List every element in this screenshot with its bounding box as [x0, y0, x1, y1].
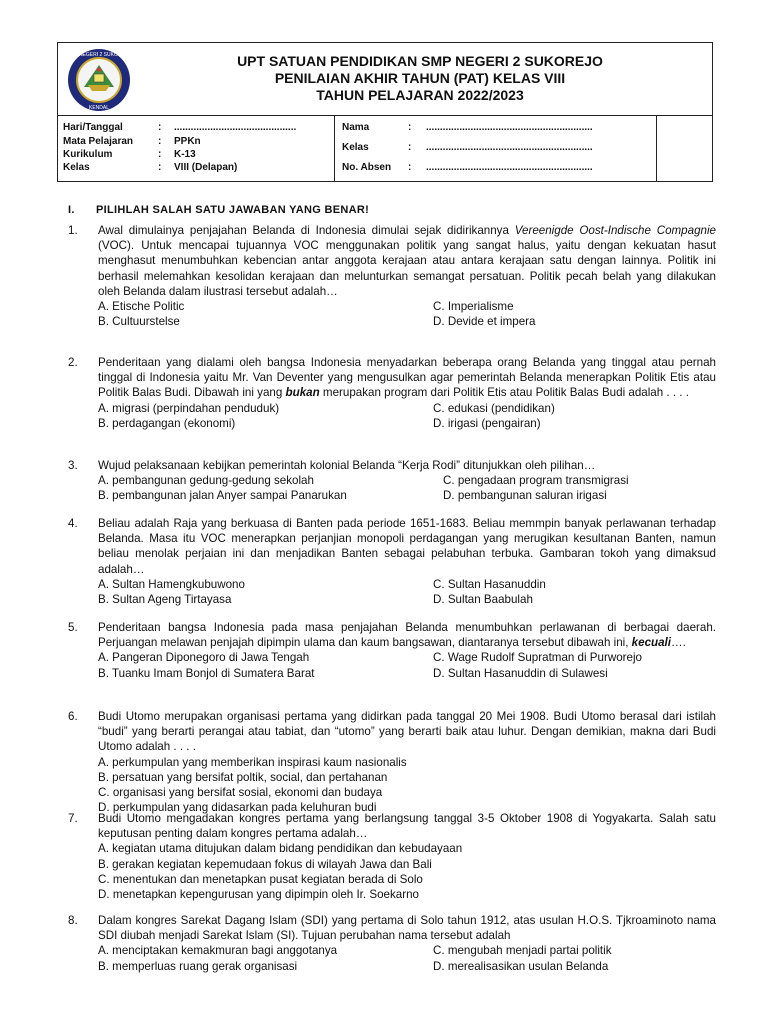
options	[98, 473, 716, 503]
question-5: 5. Penderitaan bangsa Indonesia pada masa penjajahan Belanda menumbuhkan perlawanan di berbagai daerah. Perjuangan melawan penjajah dipimpin ulama dan kaum bangsawan, diantaranya tersebut dibawah ini, kecuali…. A. Pangeran Diponegoro di Jawa Tengah C. Wage Rudolf Supratman di Purworejo B. Tuanku Imam Bonjol di Sumatera Barat D. Sultan Hasanuddin di Sulawesi	[68, 620, 716, 681]
option-d[interactable]: D. Devide et impera	[433, 315, 536, 329]
option-a[interactable]: A. pembangunan gedung-gedung sekolah	[98, 474, 314, 488]
option-c[interactable]: C. Wage Rudolf Supratman di Purworejo	[433, 651, 642, 665]
option-a[interactable]: A. Pangeran Diponegoro di Jawa Tengah	[98, 651, 310, 665]
school-logo	[66, 47, 132, 113]
option-d[interactable]: D. Sultan Baabulah	[433, 593, 533, 607]
info-no-absen[interactable]: No. Absen : ............................................................	[342, 162, 593, 173]
question-3: 3. Wujud pelaksanaan kebijkan pemerintah kolonial Belanda “Kerja Rodi” ditunjukkan oleh pilihan… A. pembangunan gedung-gedung sekolah C. pengadaan program transmigrasi B. pembangunan jalan Anyer sampai Panarukan D. pembangunan saluran irigasi	[68, 458, 716, 504]
identity-right	[335, 116, 657, 181]
options	[98, 943, 716, 973]
option-d[interactable]: D. merealisasikan usulan Belanda	[433, 959, 609, 973]
header-title	[138, 53, 702, 104]
option-b[interactable]: B. Tuanku Imam Bonjol di Sumatera Barat	[98, 666, 315, 680]
option-c[interactable]: C. menentukan dan menetapkan pusat kegiatan berada di Solo	[98, 872, 423, 886]
question-text: Dalam kongres Sarekat Dagang Islam (SDI) yang pertama di Solo tahun 1912, atas usulan H.O.S. Tjkroaminoto nama SDI diubah menjadi Sarekat Islam (SI). Tujuan perubahan nama tersebut adalah	[98, 914, 716, 943]
identity-left	[58, 116, 335, 181]
question-text: Wujud pelaksanaan kebijkan pemerintah kolonial Belanda “Kerja Rodi” ditunjukkan oleh pilihan…	[98, 459, 596, 472]
info-kelas: Kelas : VIII (Delapan)	[63, 162, 238, 173]
info-hari-tanggal: Hari/Tanggal : ............................................	[63, 122, 297, 133]
info-mata-pelajaran: Mata Pelajaran : PPKn	[63, 136, 201, 147]
header-line-1: UPT SATUAN PENDIDIKAN SMP NEGERI 2 SUKOREJO	[237, 53, 603, 69]
question-text: Penderitaan bangsa Indonesia pada masa penjajahan Belanda menumbuhkan perlawanan di berbagai daerah. Perjuangan melawan penjajah dipimpin ulama dan kaum bangsawan, diantaranya tersebut dibawah ini, kecuali….	[98, 621, 716, 650]
option-a[interactable]: A. migrasi (perpindahan penduduk)	[98, 401, 280, 415]
header-box	[57, 42, 713, 116]
options	[98, 650, 716, 680]
info-kelas-siswa[interactable]: Kelas : ............................................................	[342, 142, 593, 153]
option-c[interactable]: C. organisasi yang bersifat sosial, ekonomi dan budaya	[98, 786, 383, 800]
option-d[interactable]: D. Sultan Hasanuddin di Sulawesi	[433, 666, 608, 680]
option-a[interactable]: A. kegiatan utama ditujukan dalam bidang pendidikan dan kebudayaan	[98, 842, 463, 856]
option-a[interactable]: A. Sultan Hamengkubuwono	[98, 577, 245, 591]
question-8: 8. Dalam kongres Sarekat Dagang Islam (SDI) yang pertama di Solo tahun 1912, atas usulan H.O.S. Tjkroaminoto nama SDI diubah menjadi Sarekat Islam (SI). Tujuan perubahan nama tersebut adalah A. menciptakan kemakmuran bagi anggotanya C. mengubah menjadi partai politik B. memperluas ruang gerak organisasi D. merealisasikan usulan Belanda	[68, 913, 716, 974]
option-d[interactable]: D. pembangunan saluran irigasi	[443, 489, 607, 503]
header-line-2: PENILAIAN AKHIR TAHUN (PAT) KELAS VIII	[274, 70, 566, 86]
option-b[interactable]: B. Cultuurstelse	[98, 315, 180, 329]
section-heading: I. PILIHLAH SALAH SATU JAWABAN YANG BENAR!	[68, 204, 370, 216]
question-text: Awal dimulainya penjajahan Belanda di Indonesia dimulai sejak didirikannya Vereenigde Oost-Indische Compagnie (VOC). Untuk mencapai tujuannya VOC menggunakan politik yang sangat halus, yaitu dengan kekuatan hasut menghasut menumbuhkan kebencian antar anggota kerajaan atau antara kerajaan satu dengan lainnya. Politik ini berhasil melemahkan kesolidan kerajaan dan melunturkan semangat persatuan. Politik pecah belah yang dilakukan oleh Belanda dalam ilustrasi tersebut adalah…	[98, 224, 716, 298]
options	[98, 755, 716, 816]
option-b[interactable]: B. memperluas ruang gerak organisasi	[98, 959, 298, 973]
question-7: 7. Budi Utomo mengadakan kongres pertama yang berlangsung tanggal 3-5 Oktober 1908 di Yogyakarta. Salah satu keputusan penting dalam kongres pertama adalah… A. kegiatan utama ditujukan dalam bidang pendidikan dan kebudayaan B. gerakan kegiatan kepemudaan fokus di wilayah Jawa dan Bali C. menentukan dan menetapkan pusat kegiatan berada di Solo D. menetapkan kepengurusan yang dipimpin oleh Ir. Soekarno	[68, 812, 716, 902]
question-text: Budi Utomo merupakan organisasi pertama yang didirkan pada tanggal 20 Mei 1908. Budi Utomo berasal dari istilah “budi” yang berarti perangai atau tabiat, dan “utomo” yang berarti baik atau luhur. Dengan demikian, makna dari Budi Utomo adalah . . . .	[98, 710, 716, 754]
option-b[interactable]: B. gerakan kegiatan kepemudaan fokus di wilayah Jawa dan Bali	[98, 857, 432, 871]
options	[98, 841, 716, 902]
question-text: Budi Utomo mengadakan kongres pertama yang berlangsung tanggal 3-5 Oktober 1908 di Yogyakarta. Salah satu keputusan penting dalam kongres pertama adalah…	[98, 812, 716, 841]
option-d[interactable]: D. menetapkan kepengurusan yang dipimpin oleh Ir. Soekarno	[98, 888, 419, 902]
option-a[interactable]: A. menciptakan kemakmuran bagi anggotanya	[98, 944, 338, 958]
option-b[interactable]: B. pembangunan jalan Anyer sampai Panarukan	[98, 489, 347, 503]
option-c[interactable]: C. Imperialisme	[433, 300, 514, 314]
svg-text:KENDAL: KENDAL	[88, 105, 110, 111]
info-nama[interactable]: Nama : ............................................................	[342, 122, 593, 133]
question-text: Penderitaan yang dialami oleh bangsa Indonesia menyadarkan beberapa orang Belanda yang tinggal atau pernah tinggal di Indonesia yaitu Mr. Van Deventer yang mengusulkan agar pemerintah Belanda menerapkan Politik Etis atau Politik Balas Budi. Dibawah ini yang bukan merupakan program dari Politik Etis atau Politik Balas Budi adalah . . . .	[98, 356, 716, 400]
options	[98, 577, 716, 607]
option-b[interactable]: B. perdagangan (ekonomi)	[98, 416, 236, 430]
question-text: Beliau adalah Raja yang berkuasa di Banten pada periode 1651-1683. Beliau memmpin banyak perlawanan terhadap Belanda. Masa itu VOC menerapkan perjanjian monopoli perdagangan yang merugikan kesultanan Banten, namun beliau menolak perjaian ini dan menjadikan Banten sebagai pelabuhan terbuka. Gambaran tokoh yang dimaksud adalah…	[98, 517, 716, 576]
info-kurikulum: Kurikulum : K-13	[63, 149, 196, 160]
header-line-3: TAHUN PELAJARAN 2022/2023	[316, 87, 524, 103]
option-a[interactable]: A. Etische Politic	[98, 300, 185, 314]
option-c[interactable]: C. pengadaan program transmigrasi	[443, 474, 629, 488]
question-4: 4. Beliau adalah Raja yang berkuasa di Banten pada periode 1651-1683. Beliau memmpin banyak perlawanan terhadap Belanda. Masa itu VOC menerapkan perjanjian monopoli perdagangan yang merugikan kesultanan Banten, namun beliau menolak perjaian ini dan menjadikan Banten sebagai pelabuhan terbuka. Gambaran tokoh yang dimaksud adalah… A. Sultan Hamengkubuwono C. Sultan Hasanuddin B. Sultan Ageng Tirtayasa D. Sultan Baabulah	[68, 516, 716, 607]
option-b[interactable]: B. persatuan yang bersifat poltik, social, dan pertahanan	[98, 770, 388, 784]
question-2: 2. Penderitaan yang dialami oleh bangsa Indonesia menyadarkan beberapa orang Belanda yang tinggal atau pernah tinggal di Indonesia yaitu Mr. Van Deventer yang mengusulkan agar pemerintah Belanda menerapkan Politik Etis atau Politik Balas Budi. Dibawah ini yang bukan merupakan program dari Politik Etis atau Politik Balas Budi adalah . . . . A. migrasi (perpindahan penduduk) C. edukasi (pendidikan) B. perdagangan (ekonomi) D. irigasi (pengairan)	[68, 355, 716, 431]
question-1: 1. Awal dimulainya penjajahan Belanda di Indonesia dimulai sejak didirikannya Vereenigde Oost-Indische Compagnie (VOC). Untuk mencapai tujuannya VOC menggunakan politik yang sangat halus, yaitu dengan kekuatan hasut menghasut menumbuhkan kebencian antar anggota kerajaan atau antara kerajaan satu dengan lainnya. Politik ini berhasil melemahkan kesolidan kerajaan dan melunturkan semangat persatuan. Politik pecah belah yang dilakukan oleh Belanda dalam ilustrasi tersebut adalah… A. Etische Politic C. Imperialisme B. Cultuurstelse D. Devide et impera	[68, 223, 716, 329]
option-a[interactable]: A. perkumpulan yang memberikan inspirasi kaum nasionalis	[98, 755, 407, 769]
options	[98, 299, 716, 329]
option-d[interactable]: D. perkumpulan yang didasarkan pada keluhuran budi	[98, 801, 377, 815]
option-c[interactable]: C. Sultan Hasanuddin	[433, 577, 546, 591]
option-c[interactable]: C. mengubah menjadi partai politik	[433, 944, 612, 958]
options	[98, 401, 716, 431]
option-c[interactable]: C. edukasi (pendidikan)	[433, 401, 555, 415]
svg-text:SMP NEGERI 2 SUKOREJO: SMP NEGERI 2 SUKOREJO	[66, 52, 132, 58]
option-b[interactable]: B. Sultan Ageng Tirtayasa	[98, 593, 232, 607]
option-d[interactable]: D. irigasi (pengairan)	[433, 416, 541, 430]
question-6: 6. Budi Utomo merupakan organisasi pertama yang didirkan pada tanggal 20 Mei 1908. Budi Utomo berasal dari istilah “budi” yang berarti perangai atau tabiat, dan “utomo” yang berarti baik atau luhur. Dengan demikian, makna dari Budi Utomo adalah . . . . A. perkumpulan yang memberikan inspirasi kaum nasionalis B. persatuan yang bersifat poltik, social, dan pertahanan C. organisasi yang bersifat sosial, ekonomi dan budaya D. perkumpulan yang didasarkan pada keluhuran budi	[68, 710, 716, 815]
identity-table	[57, 116, 713, 182]
